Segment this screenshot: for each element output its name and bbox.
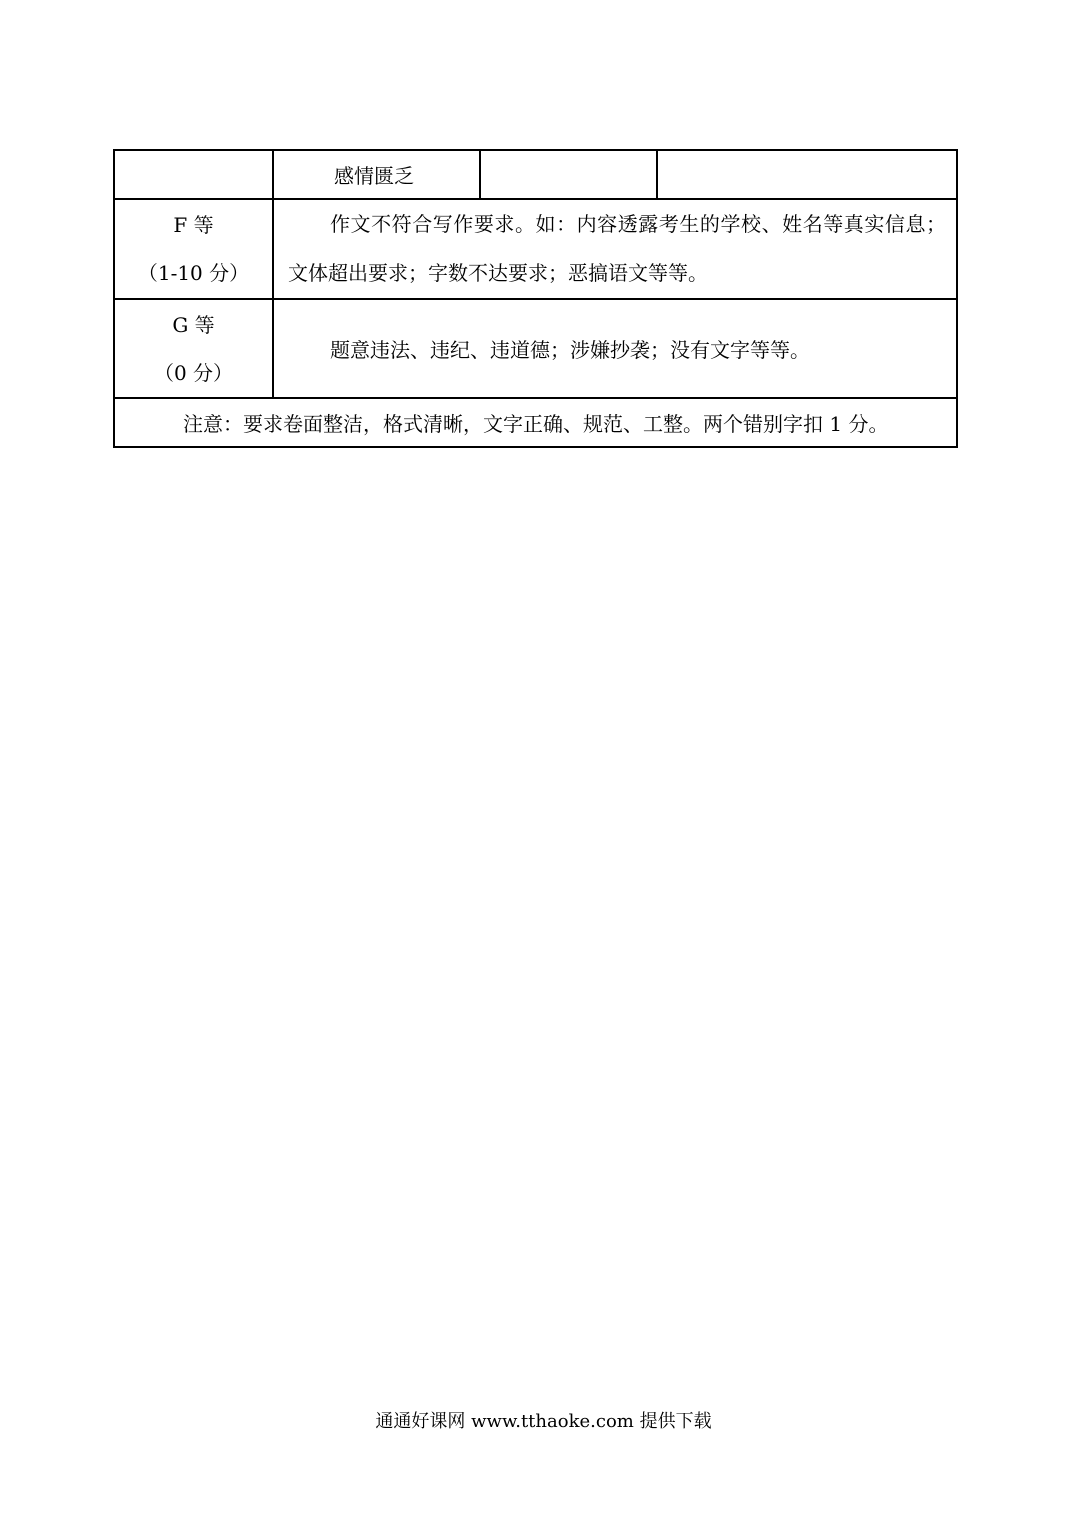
grading-table (113, 149, 958, 448)
table-row-note (114, 398, 957, 447)
table-row-grade-f (114, 199, 957, 299)
empty-cell (480, 150, 657, 199)
footer-credit: 通通好课网 www.tthaoke.com 提供下载 (375, 1411, 712, 1432)
grade-description: 题意违法、违纪、违道德；涉嫌抄袭；没有文字等等。 (273, 299, 957, 398)
grade-range: （0 分） (153, 360, 234, 385)
empty-cell (657, 150, 957, 199)
grade-name: G 等 (172, 312, 215, 337)
grade-description: 作文不符合写作要求。如：内容透露考生的学校、姓名等真实信息；文体超出要求；字数不达要求；恶搞语文等等。 (273, 199, 957, 299)
grade-cell-f (114, 199, 273, 299)
criterion-cell: 感情匮乏 (273, 150, 480, 199)
grade-cell-g (114, 299, 273, 398)
grade-name: F 等 (173, 213, 214, 237)
grade-range: （1-10 分） (137, 261, 250, 285)
table-row-grade-g (114, 299, 957, 398)
table-row-continuation (114, 150, 957, 199)
note-text: 注意：要求卷面整洁，格式清晰，文字正确、规范、工整。两个错别字扣 1 分。 (114, 398, 957, 447)
grade-cell-empty (114, 150, 273, 199)
